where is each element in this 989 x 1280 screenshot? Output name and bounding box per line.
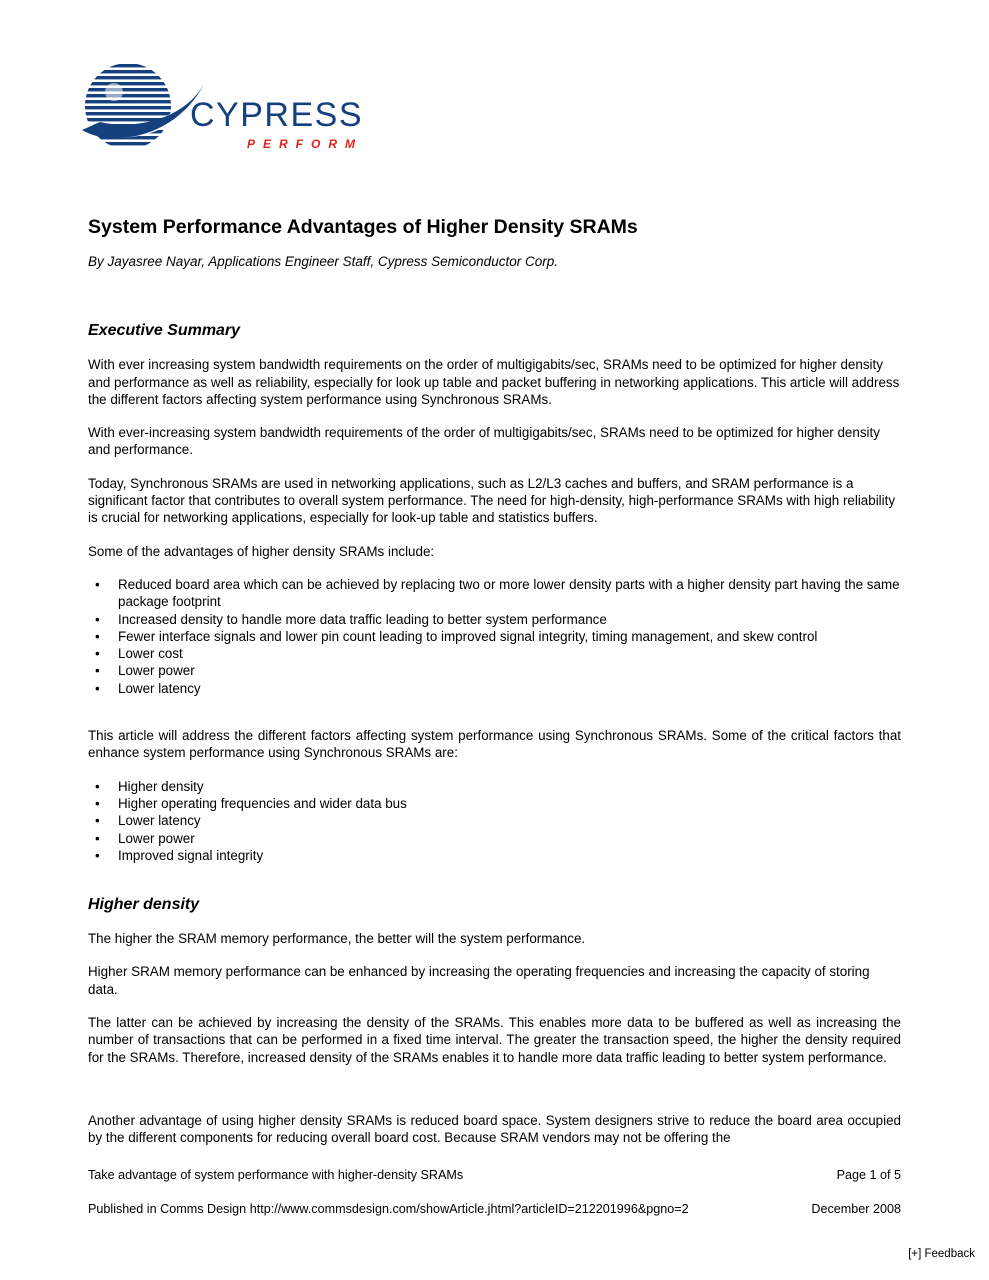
list-item: • Lower latency — [95, 680, 901, 697]
feedback-link[interactable]: [+] Feedback — [908, 1248, 975, 1260]
list-item: • Lower cost — [95, 645, 901, 662]
cypress-logo — [80, 58, 363, 154]
paragraph: This article will address the different factors affecting system performance using Synchronous SRAMs. Some of the critical factors that enhance system performance using Synchronous SRAMs are: — [88, 728, 901, 761]
paragraph: With ever-increasing system bandwidth requirements of the order of multigigabits/sec, SRAMs need to be optimized for higher density and performance. — [88, 425, 880, 458]
logo-wordmark: CYPRESS — [190, 96, 363, 134]
list-item: • Higher operating frequencies and wider data bus — [95, 795, 901, 812]
byline: By Jayasree Nayar, Applications Engineer Staff, Cypress Semiconductor Corp. — [88, 254, 558, 269]
page-footer — [88, 1168, 901, 1216]
list-item: • Improved signal integrity — [95, 847, 901, 864]
list-item: • Lower power — [95, 662, 901, 679]
paragraph: With ever increasing system bandwidth requirements on the order of multigigabits/sec, SRAMs need to be optimized for higher density and performance as well as reliability, especially for look up table and packet buffering in networking applications. This article will address the different factors affecting system performance using Synchronous SRAMs. — [88, 357, 900, 407]
paragraph: The higher the SRAM memory performance, the better will the system performance. — [88, 931, 586, 947]
list-item: • Fewer interface signals and lower pin count leading to improved signal integrity, timing management, and skew control — [95, 628, 901, 645]
logo-text — [190, 98, 363, 151]
page-title: System Performance Advantages of Higher Density SRAMs — [88, 216, 638, 238]
paragraph: Higher SRAM memory performance can be enhanced by increasing the operating frequencies and increasing the capacity of storing data. — [88, 964, 870, 997]
critical-factors-list — [88, 778, 901, 864]
article-body — [88, 216, 901, 1147]
cypress-globe-icon — [80, 58, 206, 154]
footer-date: December 2008 — [811, 1202, 901, 1216]
section-heading-executive-summary: Executive Summary — [88, 322, 241, 340]
paragraph: Another advantage of using higher density SRAMs is reduced board space. System designers strive to reduce the board area occupied by the different components for reducing overall board cost. Because SRAM vendors may not be offering the — [88, 1112, 901, 1146]
logo-tagline: PERFORM — [247, 137, 363, 151]
section-heading-higher-density: Higher density — [88, 896, 200, 914]
paragraph: The latter can be achieved by increasing the density of the SRAMs. This enables more data to be buffered as well as increasing the number of transactions that can be performed in a fixed time interval. The greater the transaction speed, the higher the density required for the SRAMs. Therefore, increased density of the SRAMs enables it to handle more data traffic leading to better system performance. — [88, 1015, 901, 1065]
list-item: • Reduced board area which can be achieved by replacing two or more lower density parts with a higher density part having the same package footprint — [95, 576, 901, 611]
footer-page-number: Page 1 of 5 — [836, 1168, 901, 1182]
list-item: • Higher density — [95, 778, 901, 795]
footer-document-title: Take advantage of system performance with higher-density SRAMs — [88, 1168, 464, 1182]
footer-row-1 — [88, 1168, 901, 1182]
footer-row-2 — [88, 1202, 901, 1216]
list-item: • Lower power — [95, 830, 901, 847]
paragraph: Some of the advantages of higher density SRAMs include: — [88, 543, 435, 559]
footer-publication-source: Published in Comms Design http://www.commsdesign.com/showArticle.jhtml?articleID=212201996&pgno=2 — [88, 1202, 689, 1216]
list-item: • Increased density to handle more data traffic leading to better system performance — [95, 611, 901, 628]
paragraph: Today, Synchronous SRAMs are used in networking applications, such as L2/L3 caches and buffers, and SRAM performance is a significant factor that contributes to overall system performance. The need for high-density, high-performance SRAMs with high reliability is crucial for networking applications, especially for look-up table and statistics buffers. — [88, 475, 896, 526]
advantages-list — [88, 576, 901, 697]
list-item: • Lower latency — [95, 812, 901, 829]
